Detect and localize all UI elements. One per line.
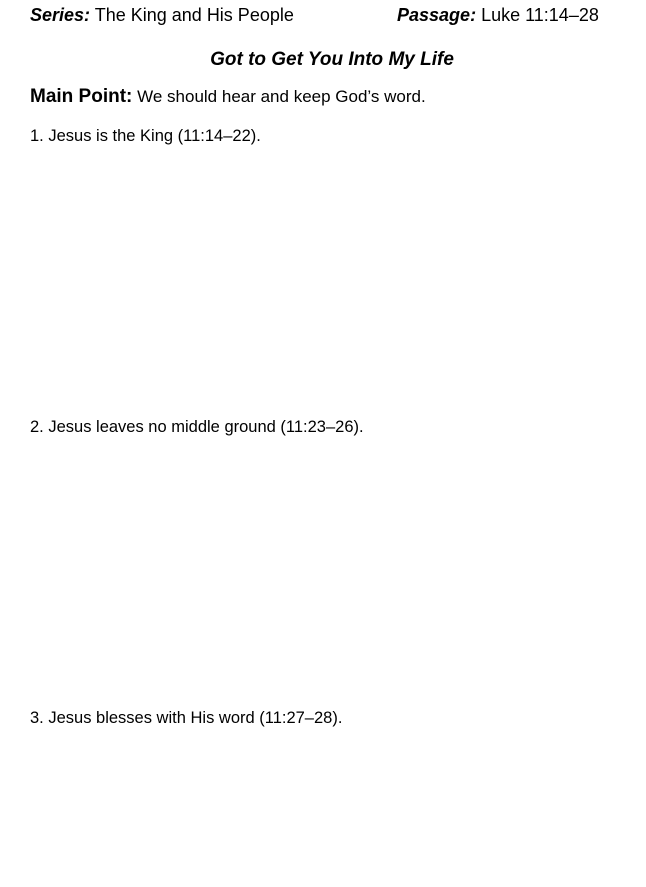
passage-field — [397, 4, 599, 26]
passage-label: Passage — [397, 5, 471, 25]
passage-value: Luke 11:14–28 — [481, 5, 599, 25]
outline-point-1: 1. Jesus is the King (11:14–22). — [30, 127, 261, 145]
main-point-text: We should hear and keep God’s word. — [137, 87, 426, 106]
sermon-title: Got to Get You Into My Life — [210, 49, 454, 70]
series-colon: : — [84, 5, 91, 25]
main-point — [30, 86, 426, 108]
series-label: Series — [30, 5, 85, 25]
series-value: The King and His People — [94, 5, 294, 25]
outline-point-3: 3. Jesus blesses with His word (11:27–28). — [30, 709, 343, 727]
main-point-label: Main Point: — [30, 86, 133, 107]
outline-point-2: 2. Jesus leaves no middle ground (11:23–26). — [30, 418, 364, 436]
header-row — [30, 4, 646, 26]
series-field — [30, 4, 294, 26]
passage-colon: : — [470, 5, 477, 25]
